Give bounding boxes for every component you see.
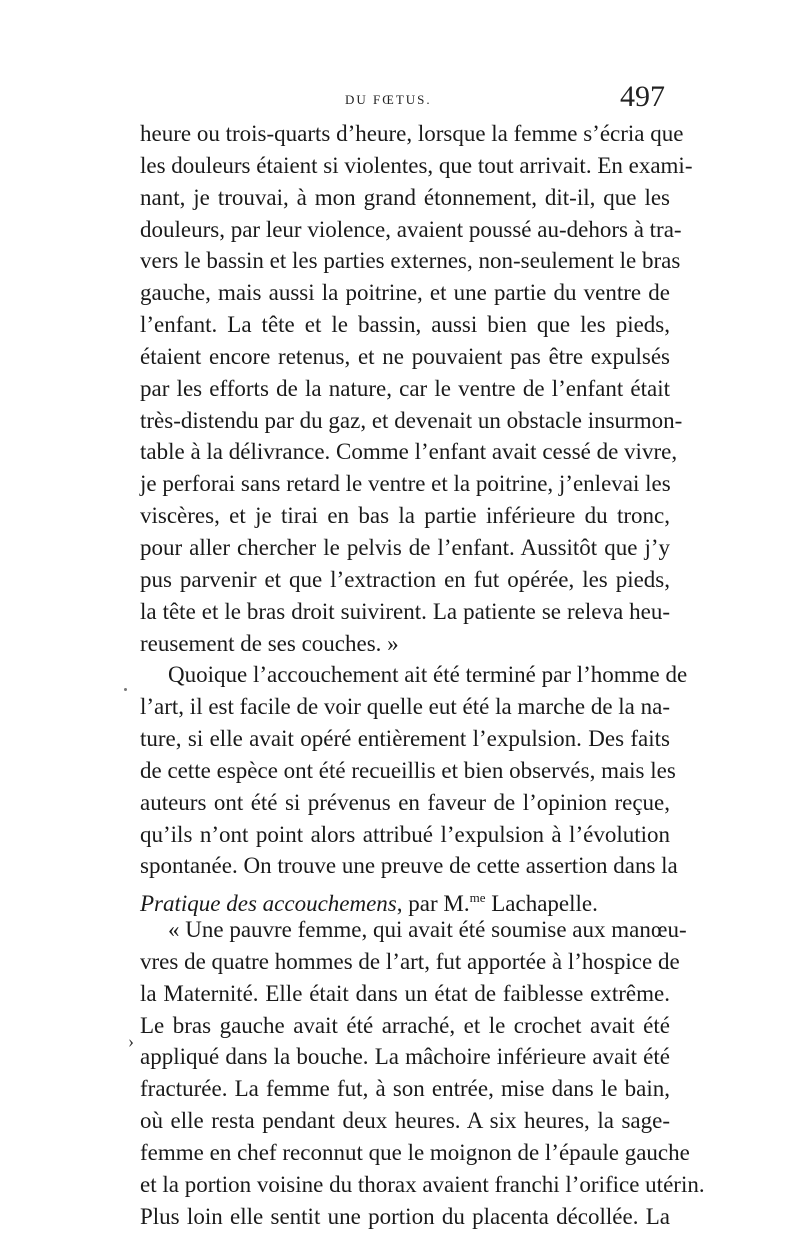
text-line: femme en chef reconnut que le moignon de l’épaule gauche [140, 1140, 690, 1165]
text-line: les douleurs étaient si violentes, que tout arrivait. En exami- [140, 152, 693, 178]
text-line: auteurs ont été si prévenus en faveur de l’opinion reçue, [140, 789, 670, 815]
text-line: l’art, il est facile de voir quelle eut été la marche de la na- [140, 694, 671, 720]
text-line: viscères, et je tirai en bas la partie inférieure du tronc, [140, 503, 670, 529]
text-line: je perforai sans retard le ventre et la poitrine, j’enlevai les [140, 471, 671, 497]
citation-line [140, 882, 670, 917]
author-name: Lachapelle. [491, 891, 598, 917]
text-line: de cette espèce ont été recueillis et bien observés, mais les [140, 757, 676, 783]
text-line: étaient encore retenus, et ne pouvaient pas être expulsés [140, 343, 670, 369]
title-superscript: me [469, 890, 486, 906]
text-line: pour aller chercher le pelvis de l’enfant. Aussitôt que j’y [140, 534, 670, 560]
body-text [140, 118, 705, 1233]
text-line: où elle resta pendant deux heures. A six heures, la sage- [140, 1108, 670, 1134]
text-line: gauche, mais aussi la poitrine, et une partie du ventre de [140, 280, 670, 306]
text-line: Le bras gauche avait été arraché, et le crochet avait été [140, 1012, 670, 1038]
text-line: Plus loin elle sentit une portion du placenta décollée. La [140, 1203, 670, 1229]
text-line: fracturée. La femme fut, à son entrée, mise dans le bain, [140, 1076, 670, 1102]
text-line: vres de quatre hommes de l’art, fut apportée à l’hospice de [140, 948, 680, 974]
text-line: reusement de ses couches. » [140, 630, 399, 656]
text-line: table à la délivrance. Comme l’enfant avait cessé de vivre, [140, 439, 678, 465]
text-line: l’enfant. La tête et le bassin, aussi bien que les pieds, [140, 312, 670, 338]
text-line: ture, si elle avait opéré entièrement l’expulsion. Des faits [140, 726, 670, 752]
text-line: spontanée. On trouve une preuve de cette assertion dans la [140, 853, 678, 879]
text-line: et la portion voisine du thorax avaient franchi l’orifice utérin. [140, 1171, 705, 1197]
text-line: pus parvenir et que l’extraction en fut opérée, les pieds, [140, 566, 670, 592]
text-line: heure ou trois-quarts d’heure, lorsque la femme s’écria que [140, 121, 684, 146]
running-head: DU FŒTUS. [345, 92, 432, 107]
book-title: Pratique des accouchemens [140, 891, 397, 917]
margin-mark: › [128, 1031, 134, 1051]
paragraph-start-line: Quoique l’accouchement ait été terminé par l’homme de [168, 662, 688, 688]
text-line: la Maternité. Elle était dans un état de faiblesse extrême. [140, 980, 670, 1006]
page-number: 497 [620, 80, 665, 113]
text-line: la tête et le bras droit suivirent. La patiente se releva heu- [140, 598, 670, 624]
text-line: appliqué dans la bouche. La mâchoire inférieure avait été [140, 1044, 670, 1070]
text-line: vers le bassin et les parties externes, non-seulement le bras [140, 248, 681, 274]
text-line: douleurs, par leur violence, avaient poussé au-dehors à tra- [140, 216, 682, 242]
text-line: par les efforts de la nature, car le ventre de l’enfant était [140, 375, 670, 401]
text-line: qu’ils n’ont point alors attribué l’expulsion à l’évolution [140, 821, 670, 847]
citation-by: , par M. [396, 891, 470, 917]
quote-start-line: « Une pauvre femme, qui avait été soumise aux manœu- [168, 917, 687, 943]
text-line: très-distendu par du gaz, et devenait un obstacle insurmon- [140, 407, 683, 433]
margin-dot [124, 688, 127, 691]
text-line: nant, je trouvai, à mon grand étonnement, dit-il, que les [140, 184, 670, 210]
